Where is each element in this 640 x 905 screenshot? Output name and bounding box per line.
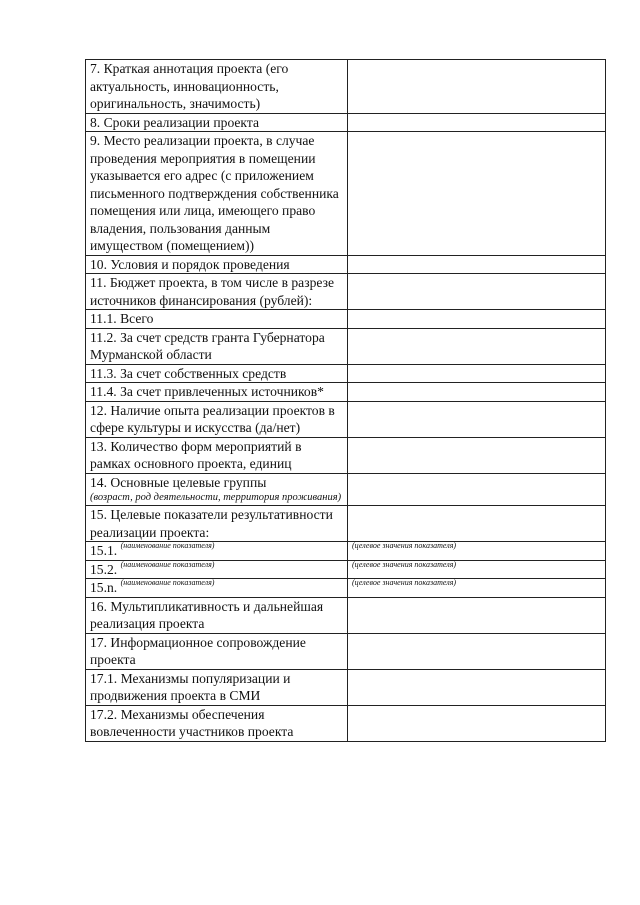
- row-value-cell[interactable]: [348, 255, 606, 274]
- table-row: [86, 506, 606, 542]
- table-row: [86, 364, 606, 383]
- table-row: [86, 328, 606, 364]
- indicator-name-cell[interactable]: [86, 560, 348, 579]
- indicator-name-cell[interactable]: [86, 542, 348, 561]
- indicator-value-hint: (целевое значения показателя): [352, 559, 457, 569]
- row-value-cell[interactable]: [348, 597, 606, 633]
- table-row: [86, 473, 606, 506]
- row-label: 11.2. За счет средств гранта Губернатора Мурманской области: [86, 328, 348, 364]
- indicator-number: 15.n.: [90, 580, 118, 595]
- indicator-name-cell[interactable]: [86, 579, 348, 598]
- project-application-table: [85, 59, 606, 742]
- row-value-cell[interactable]: [348, 633, 606, 669]
- row-value-cell[interactable]: [348, 274, 606, 310]
- row-label: 15. Целевые показатели результативности реализации проекта:: [86, 506, 348, 542]
- indicator-value-hint: (целевое значения показателя): [352, 541, 457, 550]
- table-row: [86, 113, 606, 132]
- row-value-cell[interactable]: [348, 437, 606, 473]
- row-value-cell[interactable]: [348, 310, 606, 329]
- row-label: 13. Количество форм мероприятий в рамках основного проекта, единиц: [86, 437, 348, 473]
- row-label: 11.4. За счет привлеченных источников*: [86, 383, 348, 402]
- table-row: [86, 383, 606, 402]
- table-row: [86, 274, 606, 310]
- row-note: (возраст, род деятельности, территория проживания): [90, 492, 342, 503]
- row-value-cell[interactable]: [348, 383, 606, 402]
- row-label: 9. Место реализации проекта, в случае проведения мероприятия в помещении указывается его адрес (с приложением письменного подтверждения собственника помещения или лица, имеющего право владения, пользования данным имуществом (помещением)): [86, 132, 348, 256]
- indicator-value-cell[interactable]: [348, 560, 606, 579]
- row-label: 16. Мультипликативность и дальнейшая реализация проекта: [86, 597, 348, 633]
- table-row: [86, 255, 606, 274]
- table-row: [86, 597, 606, 633]
- row-value-cell[interactable]: [348, 401, 606, 437]
- row-value-cell[interactable]: [348, 113, 606, 132]
- table-row: [86, 132, 606, 256]
- row-label: 17.2. Механизмы обеспечения вовлеченности участников проекта: [86, 705, 348, 741]
- indicator-name-hint: (наименование показателя): [120, 578, 215, 587]
- indicator-name-hint: (наименование показателя): [120, 541, 215, 550]
- indicator-row: [86, 542, 606, 561]
- indicator-value-cell[interactable]: [348, 579, 606, 598]
- row-label: 11.1. Всего: [86, 310, 348, 329]
- table-row: [86, 310, 606, 329]
- table-row: [86, 60, 606, 114]
- indicator-name-hint: (наименование показателя): [120, 559, 215, 569]
- row-label: 12. Наличие опыта реализации проектов в сфере культуры и искусства (да/нет): [86, 401, 348, 437]
- row-value-cell[interactable]: [348, 328, 606, 364]
- row-label: 10. Условия и порядок проведения: [86, 255, 348, 274]
- row-label: 17.1. Механизмы популяризации и продвижения проекта в СМИ: [86, 669, 348, 705]
- row-value-cell[interactable]: [348, 132, 606, 256]
- indicator-number: 15.2.: [90, 561, 118, 577]
- table-row: [86, 669, 606, 705]
- table-row: [86, 401, 606, 437]
- row-value-cell[interactable]: [348, 705, 606, 741]
- row-value-cell[interactable]: [348, 364, 606, 383]
- table-row: [86, 705, 606, 741]
- table-row: [86, 437, 606, 473]
- row-label: 17. Информационное сопровождение проекта: [86, 633, 348, 669]
- row-label: 8. Сроки реализации проекта: [86, 113, 348, 132]
- row-value-cell[interactable]: [348, 60, 606, 114]
- indicator-value-hint: (целевое значения показателя): [352, 578, 457, 587]
- row-label: 7. Краткая аннотация проекта (его актуальность, инновационность, оригинальность, значимость): [86, 60, 348, 114]
- indicator-row: [86, 560, 606, 579]
- row-value-cell[interactable]: [348, 506, 606, 542]
- table-row: [86, 633, 606, 669]
- row-value-cell[interactable]: [348, 473, 606, 506]
- row-value-cell[interactable]: [348, 669, 606, 705]
- indicator-value-cell[interactable]: [348, 542, 606, 561]
- row-label: 11. Бюджет проекта, в том числе в разрезе источников финансирования (рублей):: [86, 274, 348, 310]
- row-label: 11.3. За счет собственных средств: [86, 364, 348, 383]
- indicator-number: 15.1.: [90, 543, 118, 558]
- row-label: 14. Основные целевые группы: [90, 474, 267, 490]
- indicator-row: [86, 579, 606, 598]
- row-label-with-note: [86, 473, 348, 506]
